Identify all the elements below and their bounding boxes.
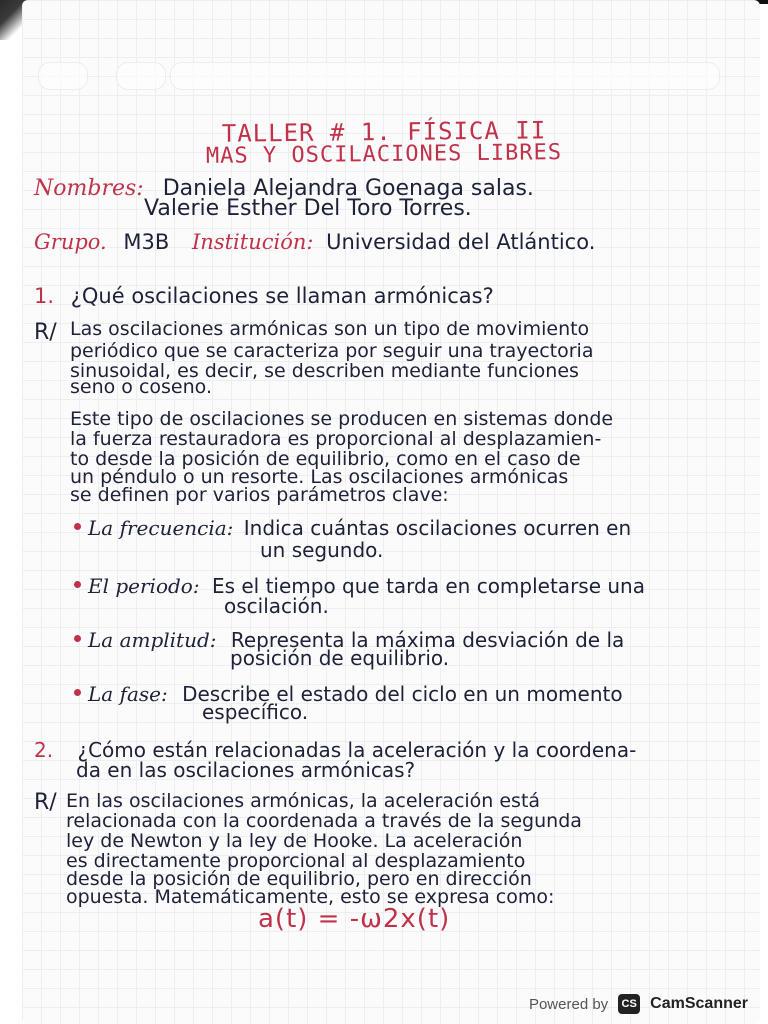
question-2-line-1: ¿Cómo están relacionadas la aceleración y la coordena- bbox=[77, 738, 637, 762]
bullet-dot-icon bbox=[74, 581, 81, 588]
institution-label: Institución: bbox=[192, 230, 314, 254]
names-value-1: Daniela Alejandra Goenaga salas. bbox=[162, 176, 534, 201]
bullet-amplitude-label: La amplitud: bbox=[88, 628, 217, 652]
bullet-frequency-text-1: Indica cuántas oscilaciones ocurren en bbox=[243, 516, 632, 540]
group-value: M3B bbox=[123, 230, 170, 254]
acceleration-formula: a(t) = -ω2x(t) bbox=[258, 904, 451, 934]
question-1-number: 1. bbox=[34, 284, 55, 308]
document-subtitle: MAS Y OSCILACIONES LIBRES bbox=[205, 140, 563, 169]
header-box-1 bbox=[38, 62, 88, 90]
answer-2-line-1: En las oscilaciones armónicas, la aceleración está bbox=[66, 790, 541, 812]
bullet-period bbox=[74, 574, 645, 598]
answer-1-paragraph-2-line-3: to desde la posición de equilibrio, como en el caso de bbox=[70, 448, 581, 470]
bullet-phase bbox=[74, 682, 623, 706]
answer-1-label: R/ bbox=[34, 320, 57, 345]
group-row bbox=[34, 230, 595, 254]
answer-2-line-4: es directamente proporcional al desplazamiento bbox=[66, 850, 526, 872]
bullet-amplitude-text-2: posición de equilibrio. bbox=[230, 646, 450, 670]
bullet-dot-icon bbox=[74, 689, 81, 696]
camscanner-brand: CamScanner bbox=[650, 995, 748, 1012]
bullet-phase-text-1: Describe el estado del ciclo en un momento bbox=[182, 682, 623, 706]
answer-2-line-3: ley de Newton y la ley de Hooke. La aceleración bbox=[66, 830, 523, 852]
answer-1-line-1: Las oscilaciones armónicas son un tipo de movimiento bbox=[70, 318, 590, 340]
bullet-period-text-2: oscilación. bbox=[224, 594, 329, 618]
bullet-phase-label: La fase: bbox=[88, 682, 168, 706]
bullet-dot-icon bbox=[74, 635, 81, 642]
answer-1-line-3: sinusoidal, es decir, se describen mediante funciones bbox=[70, 360, 579, 382]
question-1 bbox=[34, 284, 494, 308]
names-value-2: Valerie Esther Del Toro Torres. bbox=[144, 196, 472, 221]
header-box-2 bbox=[116, 62, 166, 90]
camscanner-watermark bbox=[529, 994, 748, 1014]
bullet-period-label: El periodo: bbox=[88, 574, 200, 598]
answer-1-line-4: seno o coseno. bbox=[70, 376, 212, 398]
answer-1-paragraph-2-line-2: la fuerza restauradora es proporcional al desplazamien- bbox=[70, 428, 602, 450]
bullet-frequency-text-2: un segundo. bbox=[260, 538, 384, 562]
group-label: Grupo. bbox=[34, 230, 107, 254]
answer-1-paragraph-2-line-4: un péndulo o un resorte. Las oscilaciones armónicas bbox=[70, 466, 569, 488]
bullet-dot-icon bbox=[74, 523, 81, 530]
bullet-frequency bbox=[74, 516, 631, 540]
question-2-number: 2. bbox=[34, 738, 54, 762]
powered-by-text: Powered by bbox=[528, 995, 609, 1013]
header-box-3 bbox=[170, 62, 720, 90]
bullet-period-text-1: Es el tiempo que tarda en completarse una bbox=[211, 574, 645, 598]
names-label: Nombres: bbox=[34, 176, 144, 201]
camscanner-logo-icon: CS bbox=[618, 994, 640, 1014]
answer-2-line-5: desde la posición de equilibrio, pero en dirección bbox=[66, 868, 532, 890]
answer-2-label: R/ bbox=[34, 790, 57, 815]
answer-1-paragraph-2-line-5: se definen por varios parámetros clave: bbox=[70, 484, 449, 506]
names-row-2 bbox=[144, 196, 472, 221]
question-1-text: ¿Qué oscilaciones se llaman armónicas? bbox=[70, 284, 494, 308]
institution-value: Universidad del Atlántico. bbox=[326, 230, 596, 254]
bullet-amplitude-text-1: Representa la máxima desviación de la bbox=[230, 628, 625, 652]
answer-1-line-2: periódico que se caracteriza por seguir una trayectoria bbox=[70, 340, 594, 362]
question-2-line-2: da en las oscilaciones armónicas? bbox=[76, 758, 416, 782]
document-title: TALLER # 1. FÍSICA II bbox=[221, 116, 547, 148]
answer-1-paragraph-2-line-1: Este tipo de oscilaciones se producen en sistemas donde bbox=[70, 408, 614, 430]
bullet-phase-text-2: específico. bbox=[202, 700, 309, 724]
answer-2-line-6: opuesta. Matemáticamente, esto se expresa como: bbox=[66, 886, 555, 908]
answer-2-line-2: relacionada con la coordenada a través de la segunda bbox=[66, 810, 582, 832]
bullet-frequency-label: La frecuencia: bbox=[88, 516, 234, 540]
